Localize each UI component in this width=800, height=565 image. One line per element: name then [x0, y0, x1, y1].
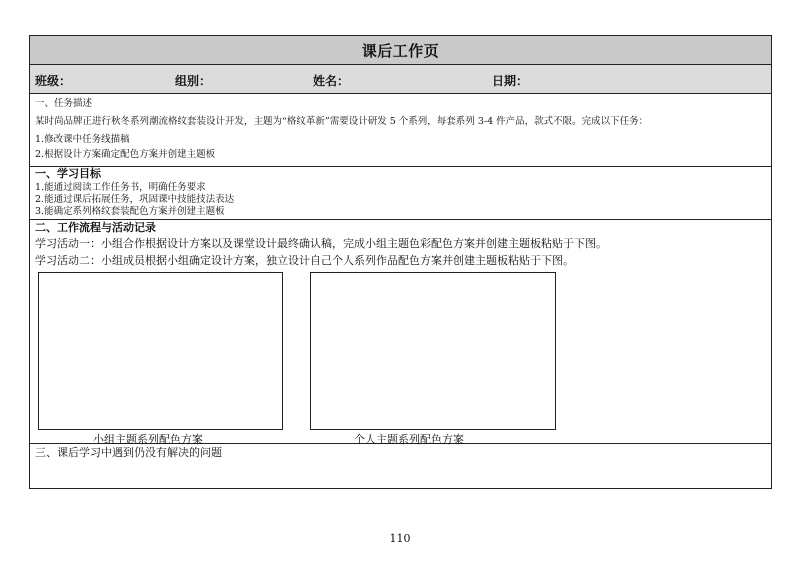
group-board-caption: 小组主题系列配色方案 [93, 433, 203, 446]
personal-board-caption: 个人主题系列配色方案 [354, 433, 464, 446]
task-item: 2.根据设计方案确定配色方案并创建主题板 [35, 149, 216, 160]
problems-heading: 三、课后学习中遇到仍没有解决的问题 [35, 446, 222, 459]
group-color-board[interactable] [38, 272, 283, 430]
worksheet [29, 35, 772, 489]
activity-two: 学习活动二：小组成员根据小组确定设计方案，独立设计自己个人系列作品配色方案并创建主题板粘贴于下图。 [35, 254, 574, 267]
goal-item: 1.能通过阅读工作任务书，明确任务要求 [35, 182, 206, 193]
goal-item: 2.能通过课后拓展任务，巩固课中技能技法表达 [35, 194, 235, 205]
name-label: 姓名： [313, 74, 350, 88]
task-heading: 一、任务描述 [35, 98, 93, 109]
task-item: 1.修改课中任务线描稿 [35, 134, 130, 145]
task-description: 某时尚品牌正进行秋冬系列潮流格纹套装设计开发，主题为“格纹革新”需要设计研发 5 个系列，每套系列 3-4 件产品，款式不限。完成以下任务： [35, 116, 649, 127]
group-label: 组别： [175, 74, 212, 88]
class-label: 班级： [35, 74, 72, 88]
info-bar [30, 65, 771, 94]
goal-item: 3.能确定系列格纹套装配色方案并创建主题板 [35, 206, 225, 217]
date-label: 日期： [492, 74, 529, 88]
activity-one: 学习活动一：小组合作根据设计方案以及课堂设计最终确认稿，完成小组主题色彩配色方案并创建主题板粘贴于下图。 [35, 237, 607, 250]
personal-color-board[interactable] [310, 272, 556, 430]
problems-section[interactable] [30, 444, 771, 488]
workflow-section [30, 220, 771, 444]
page-number: 110 [389, 532, 411, 545]
goals-section [30, 167, 771, 220]
title-bar [30, 36, 771, 65]
workflow-heading: 二、工作流程与活动记录 [35, 221, 156, 234]
goals-heading: 一、学习目标 [35, 167, 101, 180]
page-title: 课后工作页 [361, 41, 440, 60]
task-section [30, 94, 771, 167]
